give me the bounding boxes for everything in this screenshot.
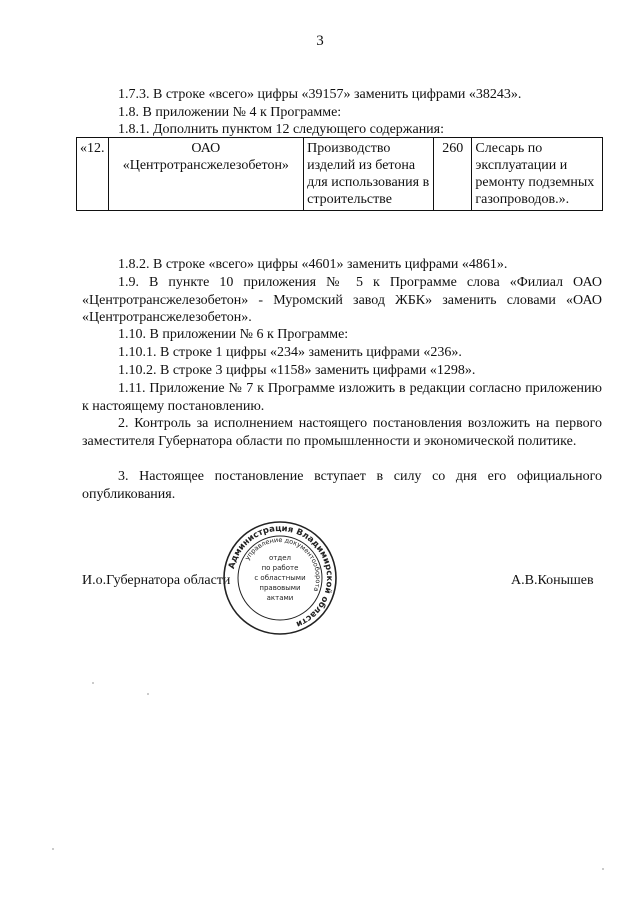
- stamp-inner-text: управление документооборота: [243, 535, 323, 593]
- stamp-ring-text: Администрация Владимирской области: [226, 523, 335, 629]
- stamp-center-line-2: по работе: [261, 564, 299, 572]
- cell-profession: Слесарь по эксплуатации и ремонту подземных газопроводов.».: [472, 138, 603, 211]
- item-2: 2. Контроль за исполнением настоящего постановления возложить на первого заместителя Губернатора области по промышленности и экономической политике.: [82, 416, 602, 449]
- item-1-10: 1.10. В приложении № 6 к Программе:: [118, 327, 349, 342]
- item-1-11: 1.11. Приложение № 7 к Программе изложить в редакции согласно приложению к настоящему постановлению.: [82, 381, 602, 414]
- stamp-center-line-4: правовыми: [259, 584, 301, 592]
- scan-speck: [147, 693, 149, 695]
- insert-table: [76, 137, 603, 211]
- cell-organization: ОАО «Центротрансжелезобетон»: [108, 138, 304, 211]
- cell-number: «12.: [77, 138, 109, 211]
- item-1-10-2: 1.10.2. В строке 3 цифры «1158» заменить цифрами «1298».: [118, 363, 476, 378]
- scan-speck: [602, 868, 604, 870]
- item-1-8-1: 1.8.1. Дополнить пунктом 12 следующего содержания:: [118, 122, 445, 137]
- item-1-8: 1.8. В приложении № 4 к Программе:: [118, 105, 342, 120]
- item-1-8-2: 1.8.2. В строке «всего» цифры «4601» заменить цифрами «4861».: [118, 257, 508, 272]
- cell-activity: Производство изделий из бетона для использования в строительстве: [304, 138, 434, 211]
- item-1-7-3: 1.7.3. В строке «всего» цифры «39157» заменить цифрами «38243».: [118, 87, 522, 102]
- stamp-center-line-3: с областными: [254, 574, 306, 582]
- item-1-10-1: 1.10.1. В строке 1 цифры «234» заменить цифрами «236».: [118, 345, 462, 360]
- cell-count: 260: [433, 138, 471, 211]
- scan-speck: [52, 848, 54, 850]
- table-row: [77, 138, 603, 211]
- item-1-9: 1.9. В пункте 10 приложения № 5 к Программе слова «Филиал ОАО «Центротрансжелезобетон» - Муромский завод ЖБК» заменить словами «ОАО «Центротрансжелезобетон».: [82, 275, 602, 325]
- official-stamp: [222, 520, 338, 636]
- stamp-center-line-5: актами: [266, 594, 294, 602]
- signer-position: И.о.Губернатора области: [82, 573, 231, 588]
- item-3: 3. Настоящее постановление вступает в силу со дня его официального опубликования.: [82, 469, 602, 502]
- signer-name: А.В.Конышев: [511, 573, 594, 588]
- stamp-center-line-1: отдел: [269, 554, 291, 562]
- scan-speck: [92, 682, 94, 684]
- page-number: 3: [316, 33, 324, 49]
